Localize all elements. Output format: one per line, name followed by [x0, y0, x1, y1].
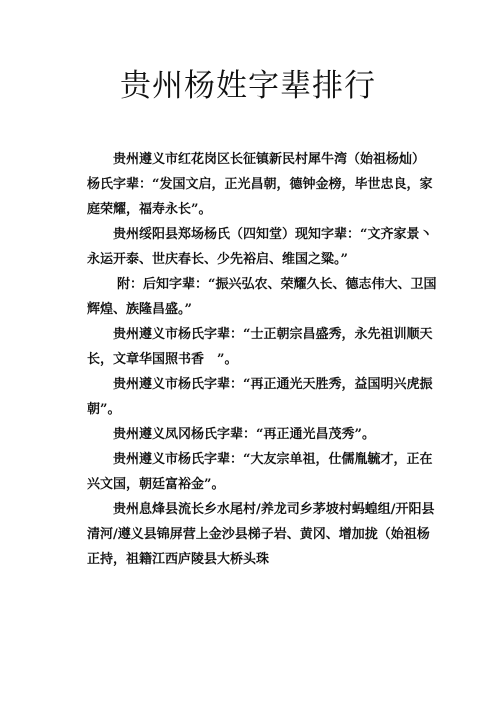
- paragraph-5: 贵州遵义市杨氏字辈：“再正通光天胜秀，益国明兴虎振朝”。: [87, 377, 433, 417]
- paragraph-1: 贵州遵义市红花岗区长征镇新民村犀牛湾（始祖杨灿）杨氏字辈：“发国文启，正光昌朝，德钟金榜，毕世忠良，家庭荣耀，福寿永长”。: [87, 152, 433, 217]
- paragraph-2: 贵州绥阳县郑场杨氏（四知堂）现知字辈：“文齐家景丶永运开泰、世庆春长、少先裕启、维国之粱。”: [87, 227, 433, 267]
- page-title: 贵州杨姓字辈排行: [120, 68, 376, 104]
- paragraph-8: 贵州息烽县流长乡水尾村/养龙司乡茅坡村蚂蝗组/开阳县清河/遵义县锦屏营上金沙县梯子岩、黄冈、增加拢（始祖杨正持，祖籍江西庐陵县大桥头珠: [87, 502, 435, 567]
- paragraph-7: 贵州遵义市杨氏字辈：“大友宗单祖，仕儒胤毓才，正在兴文国，朝廷富裕金”。: [87, 452, 433, 492]
- paragraph-3: 附：后知字辈：“振兴弘农、荣耀久长、德志伟大、卫国辉煌、族隆昌盛。”: [87, 277, 437, 317]
- paragraph-4: 贵州遵义市杨氏字辈：“士正朝宗昌盛秀，永先祖训顺天长，文章华国照书香 ”。: [87, 327, 433, 367]
- document-body: [87, 147, 437, 572]
- paragraph-6: 贵州遵义凤冈杨氏字辈：“再正通光昌茂秀”。: [113, 427, 375, 442]
